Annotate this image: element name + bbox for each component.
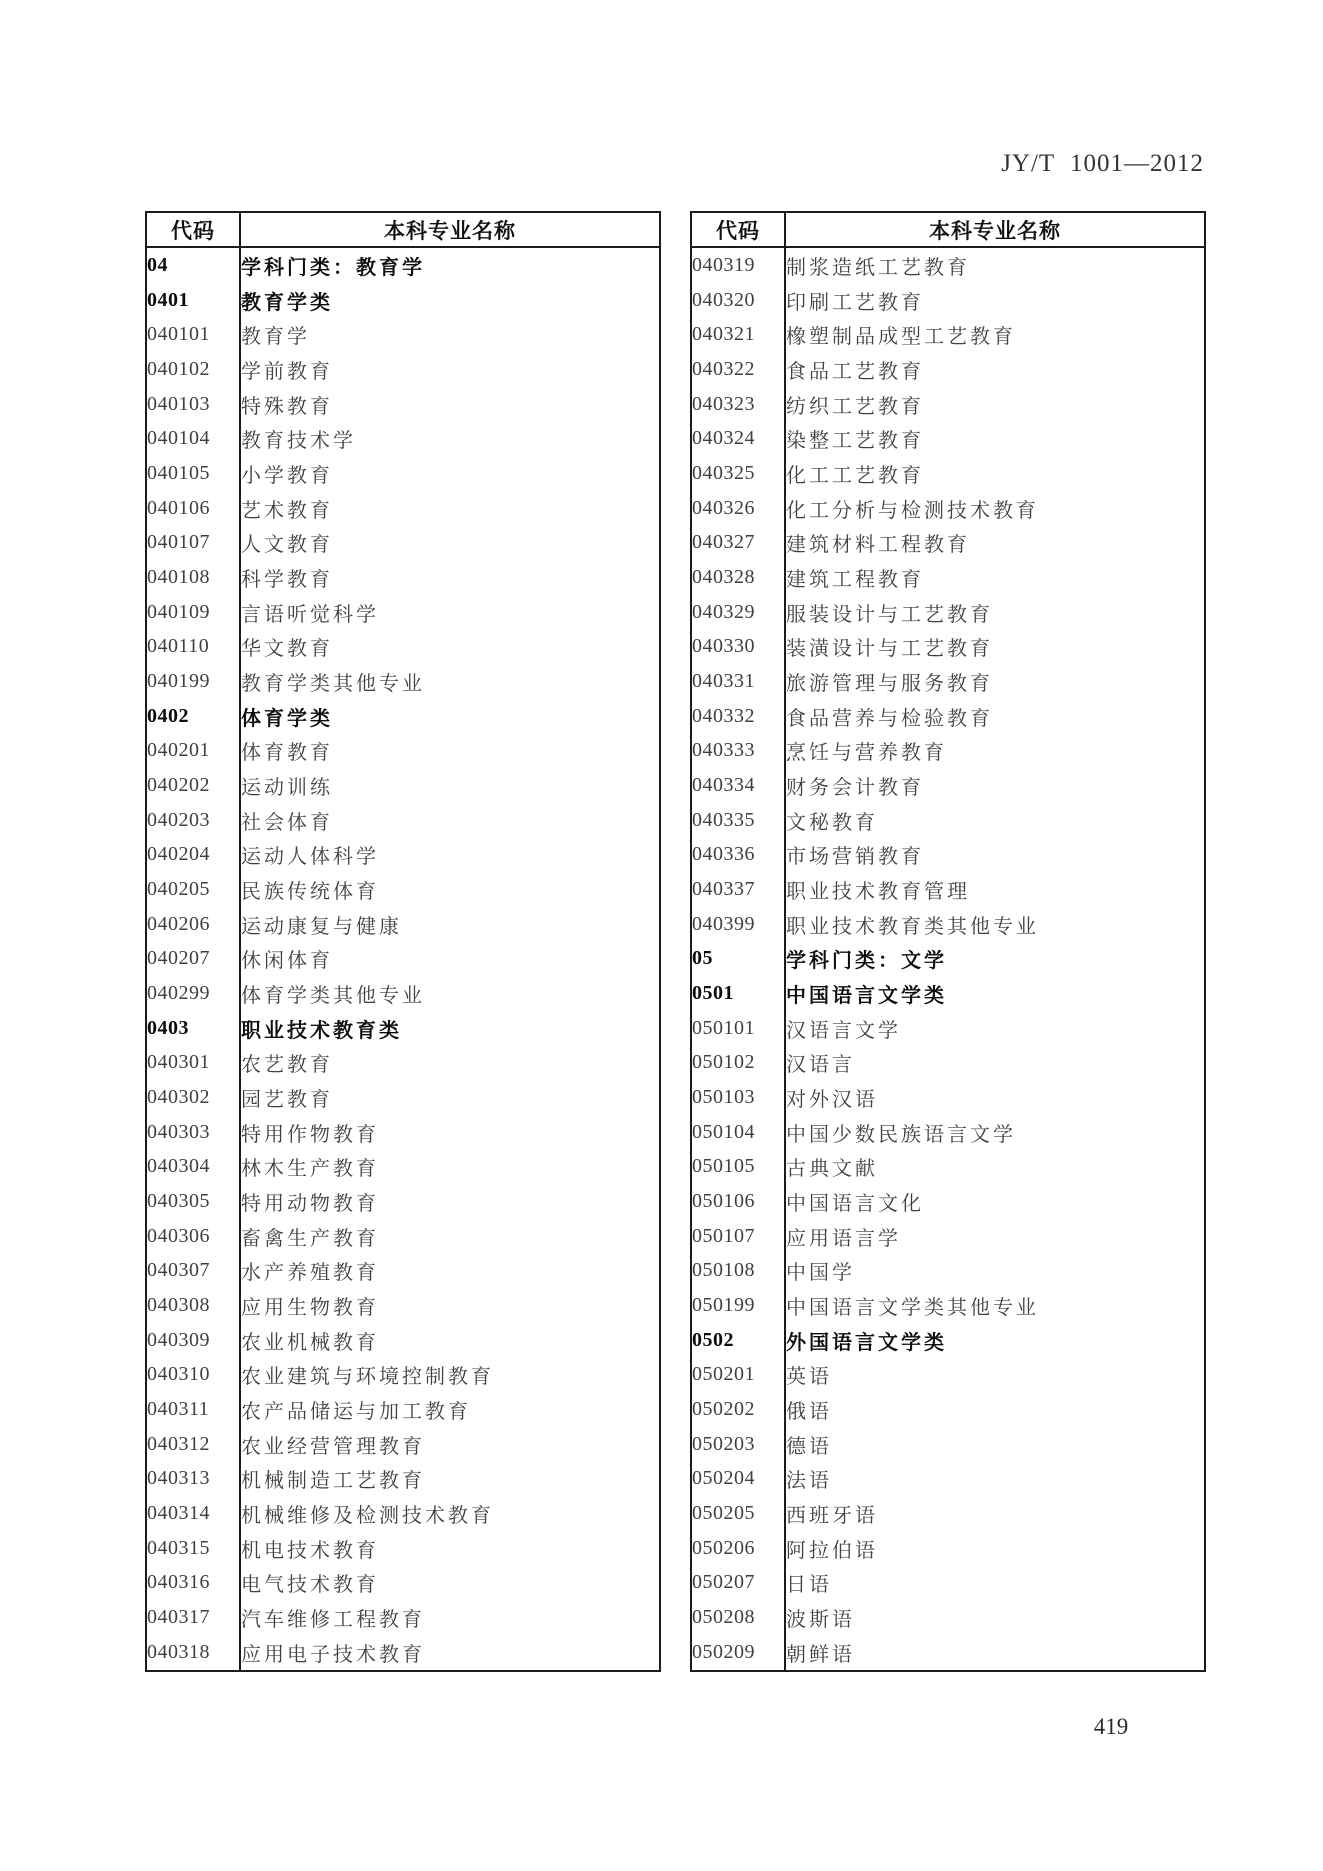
major-name-cell: 电气技术教育 [241, 1574, 379, 1597]
major-code-cell: 040315 [146, 1531, 240, 1566]
major-name-cell: 运动训练 [241, 776, 333, 799]
table-row [691, 733, 1205, 768]
table-row [691, 283, 1205, 318]
major-name-cell: 教育技术学 [241, 430, 356, 453]
major-name-cell: 人文教育 [241, 534, 333, 557]
table-row [146, 352, 660, 387]
major-name-cell: 烹饪与营养教育 [786, 742, 947, 765]
major-name-cell: 特用动物教育 [241, 1192, 379, 1215]
major-name-cell: 服装设计与工艺教育 [786, 603, 993, 626]
table-row [691, 1427, 1205, 1462]
major-name-cell: 西班牙语 [786, 1505, 878, 1528]
major-name-cell: 应用语言学 [786, 1227, 901, 1250]
major-code-cell: 040308 [146, 1288, 240, 1323]
major-code-cell: 040303 [146, 1115, 240, 1150]
major-name-cell: 建筑工程教育 [786, 568, 924, 591]
header-row [146, 212, 660, 247]
major-name-cell: 汉语言文学 [786, 1019, 901, 1042]
doc-number: JY/T 1001—2012 [1001, 150, 1204, 177]
left-table [145, 211, 661, 1672]
table-row [691, 1566, 1205, 1601]
major-code-cell: 040109 [146, 595, 240, 630]
major-name-cell: 中国学 [786, 1262, 855, 1285]
table-row [146, 941, 660, 976]
table-row [146, 1184, 660, 1219]
major-code-cell: 040299 [146, 976, 240, 1011]
table-row [691, 1115, 1205, 1150]
table-row [146, 1600, 660, 1635]
major-code-cell: 040207 [146, 941, 240, 976]
major-code-cell: 050207 [691, 1566, 785, 1601]
major-code-cell: 040205 [146, 872, 240, 907]
major-code-cell: 040332 [691, 699, 785, 734]
major-code-cell: 040313 [146, 1462, 240, 1497]
major-code-cell: 040318 [146, 1635, 240, 1671]
table-row [691, 560, 1205, 595]
table-row [146, 1288, 660, 1323]
major-name-cell: 职业技术教育管理 [786, 880, 970, 903]
major-code-cell: 040337 [691, 872, 785, 907]
major-code-cell: 040304 [146, 1149, 240, 1184]
major-code-cell: 040314 [146, 1496, 240, 1531]
major-name-cell: 汽车维修工程教育 [241, 1609, 425, 1632]
table-row [691, 525, 1205, 560]
table-row [146, 976, 660, 1011]
major-code-cell: 050103 [691, 1080, 785, 1115]
major-name-cell: 农业机械教育 [241, 1331, 379, 1354]
major-code-cell: 040106 [146, 491, 240, 526]
major-code-cell: 040331 [691, 664, 785, 699]
major-name-cell: 英语 [786, 1366, 832, 1389]
table-row [146, 629, 660, 664]
table-row [146, 247, 660, 283]
right-table-header [691, 212, 1205, 247]
major-code-cell: 0403 [146, 1011, 240, 1046]
table-row [146, 1462, 660, 1497]
major-name-cell: 中国少数民族语言文学 [786, 1123, 1016, 1146]
major-name-cell: 俄语 [786, 1401, 832, 1423]
table-row [691, 1323, 1205, 1358]
major-name-cell: 特用作物教育 [241, 1123, 379, 1146]
major-code-cell: 040334 [691, 768, 785, 803]
table-row [691, 1045, 1205, 1080]
table-row [146, 1427, 660, 1462]
table-row [691, 1496, 1205, 1531]
major-name-cell: 科学教育 [241, 568, 333, 591]
table-row [146, 1219, 660, 1254]
major-code-cell: 05 [691, 941, 785, 976]
left-table-header [146, 212, 660, 247]
major-name-cell: 古典文献 [786, 1158, 878, 1181]
table-row [691, 456, 1205, 491]
major-code-cell: 040325 [691, 456, 785, 491]
table-row [691, 421, 1205, 456]
table-row [691, 1288, 1205, 1323]
major-code-cell: 040330 [691, 629, 785, 664]
major-name-cell: 机电技术教育 [241, 1539, 379, 1562]
major-name-cell: 阿拉伯语 [786, 1539, 878, 1562]
table-row [691, 1011, 1205, 1046]
major-name-cell: 旅游管理与服务教育 [786, 672, 993, 695]
table-row [691, 664, 1205, 699]
major-name-cell: 农业建筑与环境控制教育 [241, 1366, 494, 1389]
major-code-cell: 050208 [691, 1600, 785, 1635]
table-row [691, 976, 1205, 1011]
table-row [691, 595, 1205, 630]
major-code-cell: 040202 [146, 768, 240, 803]
table-row [691, 699, 1205, 734]
table-row [691, 1531, 1205, 1566]
table-row [691, 872, 1205, 907]
page-number: 419 [1093, 1714, 1129, 1739]
major-code-cell: 040107 [146, 525, 240, 560]
table-row [146, 699, 660, 734]
major-code-cell: 040307 [146, 1253, 240, 1288]
table-row [146, 491, 660, 526]
major-name-cell: 汉语言 [786, 1054, 855, 1077]
major-name-cell: 印刷工艺教育 [786, 291, 924, 314]
major-name-cell: 对外汉语 [786, 1088, 878, 1111]
table-row [146, 1323, 660, 1358]
major-code-cell: 050101 [691, 1011, 785, 1046]
major-name-cell: 农业经营管理教育 [241, 1435, 425, 1458]
major-name-column-header: 本科专业名称 [240, 212, 660, 247]
table-row [691, 1600, 1205, 1635]
major-name-cell: 染整工艺教育 [786, 430, 924, 453]
major-name-cell: 学科门类：教育学 [241, 256, 425, 279]
major-name-cell: 职业技术教育类 [241, 1019, 402, 1042]
table-row [146, 664, 660, 699]
table-row [691, 1462, 1205, 1497]
major-code-cell: 040329 [691, 595, 785, 630]
major-name-cell: 建筑材料工程教育 [786, 534, 970, 557]
table-row [691, 352, 1205, 387]
table-row [691, 387, 1205, 422]
major-code-cell: 050209 [691, 1635, 785, 1671]
table-row [146, 283, 660, 318]
table-row [691, 907, 1205, 942]
major-code-cell: 040201 [146, 733, 240, 768]
major-code-cell: 050108 [691, 1253, 785, 1288]
major-name-cell: 中国语言文化 [786, 1192, 924, 1215]
table-row [691, 941, 1205, 976]
major-code-cell: 050205 [691, 1496, 785, 1531]
major-name-cell: 特殊教育 [241, 395, 333, 418]
major-code-cell: 040203 [146, 803, 240, 838]
major-code-cell: 040108 [146, 560, 240, 595]
table-row [146, 1253, 660, 1288]
major-code-cell: 040324 [691, 421, 785, 456]
major-name-cell: 体育学类 [241, 707, 333, 730]
table-row [146, 733, 660, 768]
major-code-cell: 040302 [146, 1080, 240, 1115]
table-row [146, 421, 660, 456]
major-name-cell: 言语听觉科学 [241, 603, 379, 626]
table-row [691, 803, 1205, 838]
table-row [146, 317, 660, 352]
right-table [690, 211, 1206, 1672]
left-table-body [146, 247, 660, 1671]
major-code-cell: 0402 [146, 699, 240, 734]
table-row [146, 872, 660, 907]
table-row [146, 1115, 660, 1150]
major-name-cell: 食品工艺教育 [786, 360, 924, 383]
major-name-cell: 农艺教育 [241, 1054, 333, 1077]
major-code-cell: 040336 [691, 837, 785, 872]
major-code-cell: 040327 [691, 525, 785, 560]
table-row [691, 1080, 1205, 1115]
major-code-cell: 050107 [691, 1219, 785, 1254]
major-name-cell: 园艺教育 [241, 1088, 333, 1111]
table-row [146, 1149, 660, 1184]
table-row [691, 1635, 1205, 1671]
table-row [691, 629, 1205, 664]
major-code-cell: 040104 [146, 421, 240, 456]
table-row [691, 1149, 1205, 1184]
major-code-cell: 040317 [146, 1600, 240, 1635]
major-code-cell: 050199 [691, 1288, 785, 1323]
major-code-cell: 040305 [146, 1184, 240, 1219]
major-name-cell: 教育学 [241, 326, 310, 349]
major-name-cell: 制浆造纸工艺教育 [786, 256, 970, 279]
major-name-cell: 运动康复与健康 [241, 915, 402, 938]
major-name-cell: 应用电子技术教育 [241, 1643, 425, 1666]
table-row [146, 1011, 660, 1046]
major-name-cell: 机械制造工艺教育 [241, 1470, 425, 1493]
code-column-header: 代码 [146, 212, 240, 247]
major-code-cell: 040328 [691, 560, 785, 595]
major-name-cell: 华文教育 [241, 638, 333, 661]
major-code-cell: 050106 [691, 1184, 785, 1219]
major-name-cell: 艺术教育 [241, 499, 333, 522]
table-row [146, 1635, 660, 1671]
major-code-cell: 050204 [691, 1462, 785, 1497]
major-name-cell: 中国语言文学类 [786, 984, 947, 1007]
table-row [691, 837, 1205, 872]
table-row [146, 1566, 660, 1601]
major-code-cell: 050201 [691, 1358, 785, 1393]
table-row [146, 1496, 660, 1531]
table-row [691, 1219, 1205, 1254]
major-code-cell: 040335 [691, 803, 785, 838]
table-row [146, 560, 660, 595]
major-name-cell: 教育学类 [241, 291, 333, 314]
major-name-cell: 应用生物教育 [241, 1296, 379, 1319]
major-name-cell: 德语 [786, 1435, 832, 1458]
table-row [146, 456, 660, 491]
header-row [691, 212, 1205, 247]
major-code-cell: 040319 [691, 247, 785, 283]
major-name-cell: 水产养殖教育 [241, 1262, 379, 1285]
major-code-cell: 040326 [691, 491, 785, 526]
major-name-cell: 法语 [786, 1470, 832, 1493]
major-code-cell: 050104 [691, 1115, 785, 1150]
table-row [146, 1392, 660, 1427]
major-code-cell: 040105 [146, 456, 240, 491]
major-code-cell: 050202 [691, 1392, 785, 1427]
major-name-cell: 外国语言文学类 [786, 1331, 947, 1354]
major-code-cell: 040323 [691, 387, 785, 422]
major-name-cell: 橡塑制品成型工艺教育 [786, 326, 1016, 349]
major-name-cell: 休闲体育 [241, 950, 333, 973]
table-row [146, 837, 660, 872]
table-row [691, 1184, 1205, 1219]
table-row [691, 491, 1205, 526]
major-code-cell: 040312 [146, 1427, 240, 1462]
major-code-cell: 0501 [691, 976, 785, 1011]
major-code-cell: 040301 [146, 1045, 240, 1080]
major-name-cell: 职业技术教育类其他专业 [786, 915, 1039, 938]
table-row [146, 1531, 660, 1566]
major-code-cell: 040316 [146, 1566, 240, 1601]
table-row [691, 317, 1205, 352]
left-table-container [145, 211, 661, 1672]
major-code-cell: 040101 [146, 317, 240, 352]
table-row [146, 907, 660, 942]
major-name-cell: 体育教育 [241, 742, 333, 765]
major-name-cell: 小学教育 [241, 464, 333, 487]
major-name-cell: 市场营销教育 [786, 846, 924, 869]
major-code-cell: 050203 [691, 1427, 785, 1462]
right-table-body [691, 247, 1205, 1671]
right-table-container [690, 211, 1206, 1672]
major-name-cell: 化工分析与检测技术教育 [786, 499, 1039, 522]
table-row [691, 1392, 1205, 1427]
major-name-cell: 中国语言文学类其他专业 [786, 1296, 1039, 1319]
major-name-cell: 财务会计教育 [786, 776, 924, 799]
major-name-cell: 林木生产教育 [241, 1158, 379, 1181]
major-code-cell: 040306 [146, 1219, 240, 1254]
major-name-cell: 装潢设计与工艺教育 [786, 638, 993, 661]
major-code-cell: 040309 [146, 1323, 240, 1358]
major-name-cell: 波斯语 [786, 1609, 855, 1632]
major-name-cell: 运动人体科学 [241, 846, 379, 869]
major-code-cell: 040311 [146, 1392, 240, 1427]
major-code-cell: 040321 [691, 317, 785, 352]
major-name-cell: 民族传统体育 [241, 880, 379, 903]
major-code-cell: 040310 [146, 1358, 240, 1393]
table-row [146, 1358, 660, 1393]
major-code-cell: 040322 [691, 352, 785, 387]
major-code-cell: 04 [146, 247, 240, 283]
table-row [691, 247, 1205, 283]
major-code-cell: 040102 [146, 352, 240, 387]
major-code-cell: 040399 [691, 907, 785, 942]
table-row [146, 803, 660, 838]
major-name-cell: 体育学类其他专业 [241, 984, 425, 1007]
major-code-cell: 050102 [691, 1045, 785, 1080]
major-name-cell: 学科门类：文学 [786, 950, 947, 973]
table-row [146, 1080, 660, 1115]
major-code-cell: 050206 [691, 1531, 785, 1566]
major-code-cell: 040204 [146, 837, 240, 872]
major-name-cell: 社会体育 [241, 811, 333, 834]
major-code-cell: 040103 [146, 387, 240, 422]
table-row [691, 1253, 1205, 1288]
table-row [146, 387, 660, 422]
table-row [146, 1045, 660, 1080]
major-name-cell: 机械维修及检测技术教育 [241, 1505, 494, 1528]
table-row [691, 1358, 1205, 1393]
table-row [691, 768, 1205, 803]
major-name-cell: 教育学类其他专业 [241, 672, 425, 695]
major-name-column-header: 本科专业名称 [785, 212, 1205, 247]
major-code-cell: 0401 [146, 283, 240, 318]
major-code-cell: 0502 [691, 1323, 785, 1358]
table-row [146, 768, 660, 803]
major-name-cell: 畜禽生产教育 [241, 1227, 379, 1250]
major-name-cell: 化工工艺教育 [786, 464, 924, 487]
major-name-cell: 食品营养与检验教育 [786, 707, 993, 730]
table-row [146, 525, 660, 560]
major-code-cell: 040320 [691, 283, 785, 318]
major-name-cell: 农产品储运与加工教育 [241, 1401, 471, 1423]
major-name-cell: 纺织工艺教育 [786, 395, 924, 418]
major-name-cell: 文秘教育 [786, 811, 878, 834]
table-row [146, 595, 660, 630]
major-code-cell: 050105 [691, 1149, 785, 1184]
major-name-cell: 学前教育 [241, 360, 333, 383]
major-code-cell: 040199 [146, 664, 240, 699]
code-column-header: 代码 [691, 212, 785, 247]
major-code-cell: 040110 [146, 629, 240, 664]
major-name-cell: 日语 [786, 1574, 832, 1597]
major-code-cell: 040206 [146, 907, 240, 942]
major-code-cell: 040333 [691, 733, 785, 768]
major-name-cell: 朝鲜语 [786, 1643, 855, 1666]
